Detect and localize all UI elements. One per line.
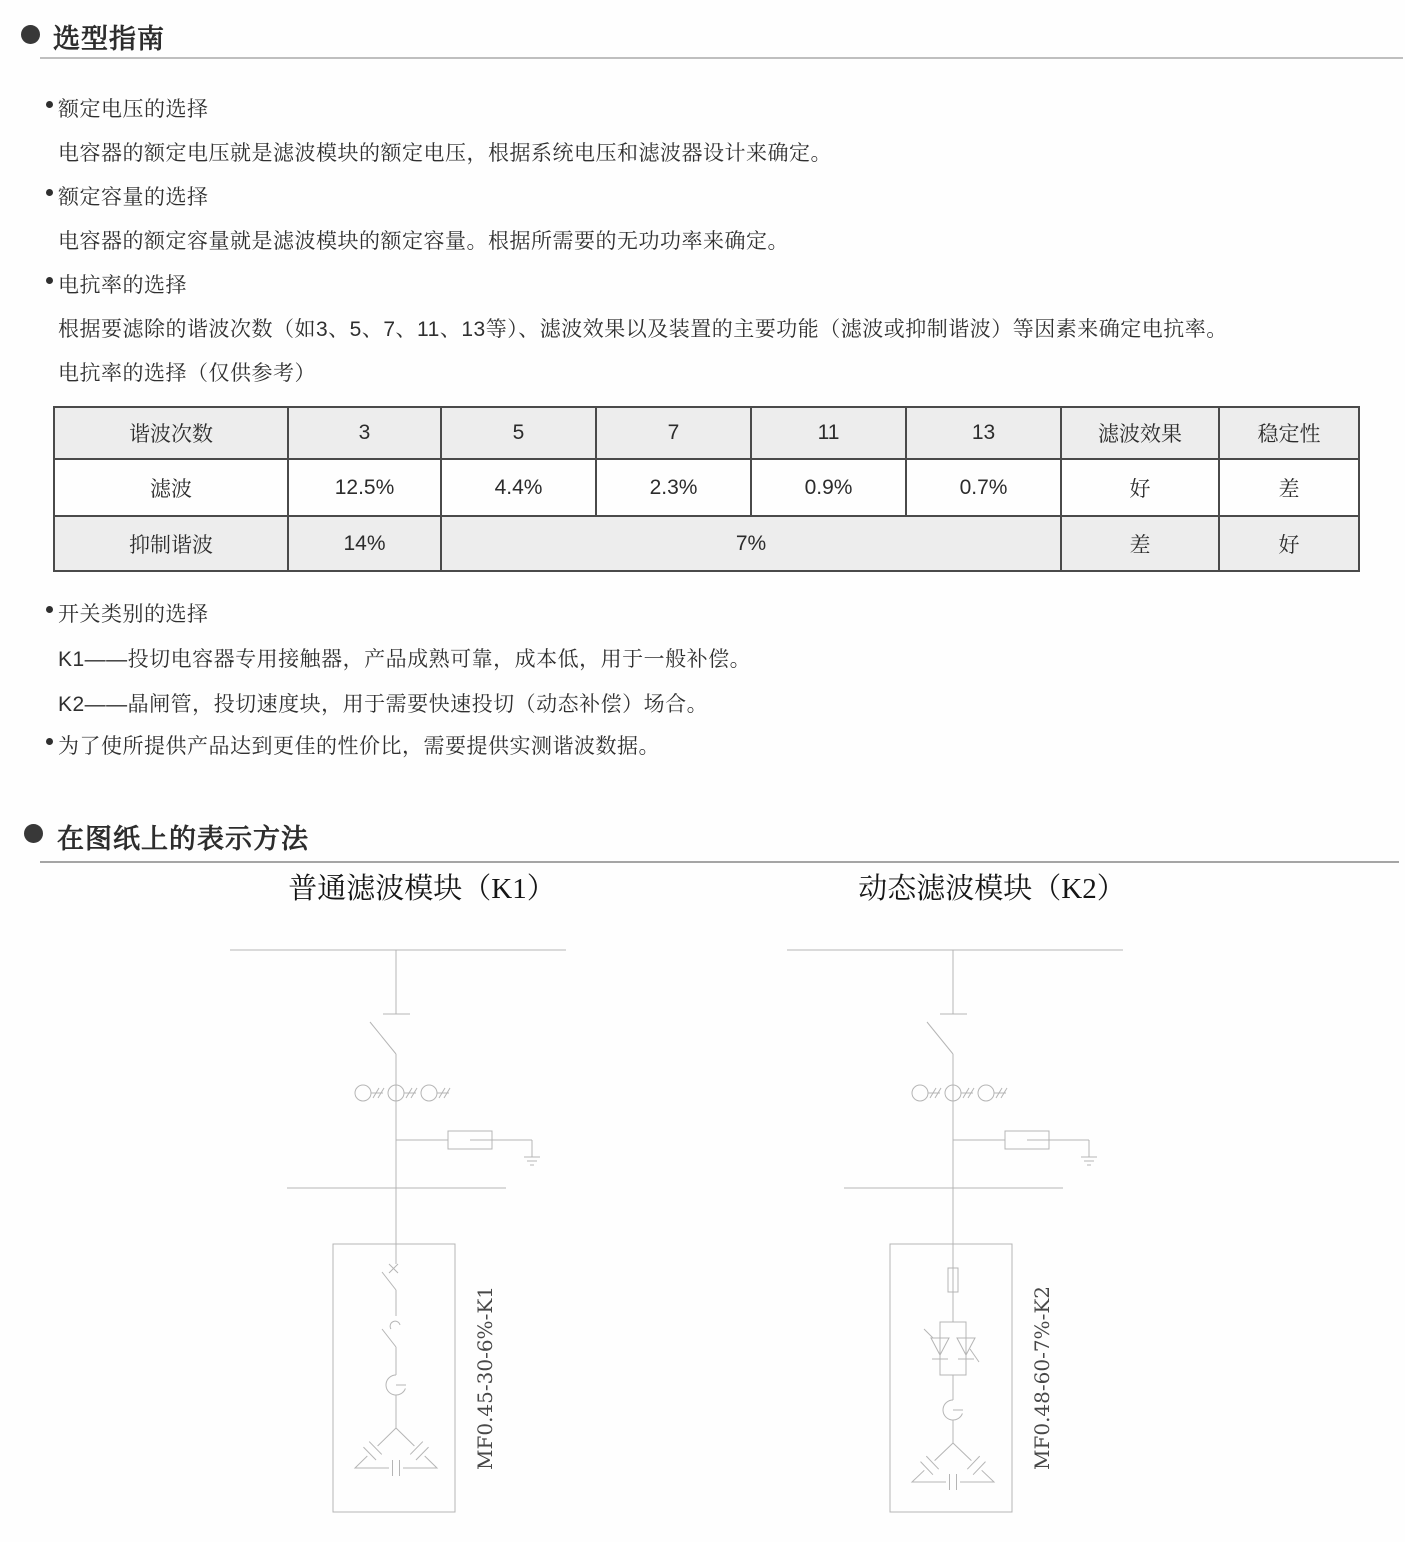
- table-cell: 差: [1219, 459, 1359, 516]
- k2-circuit-diagram: [777, 942, 1137, 1520]
- reactor-symbol: [943, 1400, 963, 1443]
- busbar-top: [787, 950, 1123, 1014]
- table-header-cell: 7: [596, 407, 751, 459]
- module-box: [333, 1244, 455, 1512]
- list-item: [58, 313, 1228, 343]
- list-item-text: 根据要滤除的谐波次数（如3、5、7、11、13等）、滤波效果以及装置的主要功能（滤波或抑制谐波）等因素来确定电抗率。: [58, 318, 1228, 341]
- list-item-text: 为了使所提供产品达到更佳的性价比，需要提供实测谐波数据。: [58, 735, 660, 758]
- list-item: [58, 269, 187, 299]
- list-item-text: 电抗率的选择（仅供参考）: [58, 362, 316, 385]
- list-item-text: 额定容量的选择: [58, 186, 209, 209]
- diagram-title-k1: 普通滤波模块（K1）: [288, 873, 556, 905]
- list-item-text: 电容器的额定电压就是滤波模块的额定电压，根据系统电压和滤波器设计来确定。: [58, 142, 832, 165]
- list-item: [58, 357, 316, 387]
- bullet-icon: [46, 101, 53, 108]
- list-item: [58, 643, 751, 673]
- pt-fuse-and-ground-symbol: [396, 1131, 540, 1165]
- bullet-icon: [46, 606, 53, 613]
- k1-model-label: MF0.45-30-6%-K1: [473, 1286, 497, 1471]
- list-item-text: 电抗率的选择: [58, 274, 187, 297]
- list-item: [58, 688, 708, 718]
- bullet-icon: [46, 738, 53, 745]
- table-header-cell: 11: [751, 407, 906, 459]
- list-item-text: K2——晶闸管，投切速度块，用于需要快速投切（动态补偿）场合。: [58, 693, 709, 716]
- busbar-top: [230, 950, 566, 1014]
- list-item-text: K1——投切电容器专用接触器，产品成熟可靠，成本低，用于一般补偿。: [58, 648, 752, 671]
- table-cell: 0.7%: [906, 459, 1061, 516]
- disconnect-switch-symbol: [927, 1014, 967, 1054]
- table-cell-merged: 7%: [441, 516, 1061, 571]
- table-header-cell: 谐波次数: [54, 407, 288, 459]
- section1-title: 选型指南: [53, 24, 165, 54]
- section1-divider: [40, 57, 1403, 59]
- bullet-icon: [46, 277, 53, 284]
- table-cell: 滤波: [54, 459, 288, 516]
- bullet-icon: [46, 189, 53, 196]
- reactor-symbol: [386, 1375, 406, 1428]
- section-bullet-icon: [21, 25, 40, 44]
- list-item: [58, 225, 789, 255]
- module-box: [890, 1244, 1012, 1512]
- table-cell: 0.9%: [751, 459, 906, 516]
- table-header-cell: 13: [906, 407, 1061, 459]
- list-item-text: 电容器的额定容量就是滤波模块的额定容量。根据所需要的无功功率来确定。: [58, 230, 789, 253]
- delta-capacitor-symbol: [355, 1428, 437, 1476]
- k2-model-label: MF0.48-60-7%-K2: [1030, 1286, 1054, 1471]
- table-header-cell: 滤波效果: [1061, 407, 1219, 459]
- section2-title: 在图纸上的表示方法: [57, 824, 309, 854]
- table-cell: 好: [1061, 459, 1219, 516]
- delta-capacitor-symbol: [912, 1443, 994, 1490]
- current-transformer-symbols: [355, 1085, 450, 1101]
- breaker-symbol: [382, 1264, 398, 1316]
- table-header-cell: 3: [288, 407, 441, 459]
- reactance-selection-table: [53, 406, 1360, 572]
- list-item: [58, 181, 209, 211]
- thyristor-pair-symbol: [924, 1322, 979, 1375]
- table-cell: 好: [1219, 516, 1359, 571]
- list-item-text: 额定电压的选择: [58, 98, 209, 121]
- k1-circuit-diagram: [220, 942, 580, 1520]
- list-item: [58, 598, 209, 628]
- section2-divider: [40, 861, 1399, 863]
- table-cell: 4.4%: [441, 459, 596, 516]
- list-item: [58, 137, 832, 167]
- current-transformer-symbols: [912, 1085, 1007, 1101]
- section-bullet-icon: [24, 824, 43, 843]
- table-cell: 差: [1061, 516, 1219, 571]
- table-header-cell: 稳定性: [1219, 407, 1359, 459]
- contactor-symbol: [382, 1321, 400, 1375]
- diagram-title-k2: 动态滤波模块（K2）: [858, 873, 1126, 905]
- list-item-text: 开关类别的选择: [58, 603, 209, 626]
- list-item: [58, 93, 209, 123]
- disconnect-switch-symbol: [370, 1014, 410, 1054]
- pt-fuse-and-ground-symbol: [953, 1131, 1097, 1165]
- list-item: [58, 730, 660, 760]
- table-cell: 2.3%: [596, 459, 751, 516]
- table-cell: 12.5%: [288, 459, 441, 516]
- table-header-cell: 5: [441, 407, 596, 459]
- table-cell: 14%: [288, 516, 441, 571]
- table-cell: 抑制谐波: [54, 516, 288, 571]
